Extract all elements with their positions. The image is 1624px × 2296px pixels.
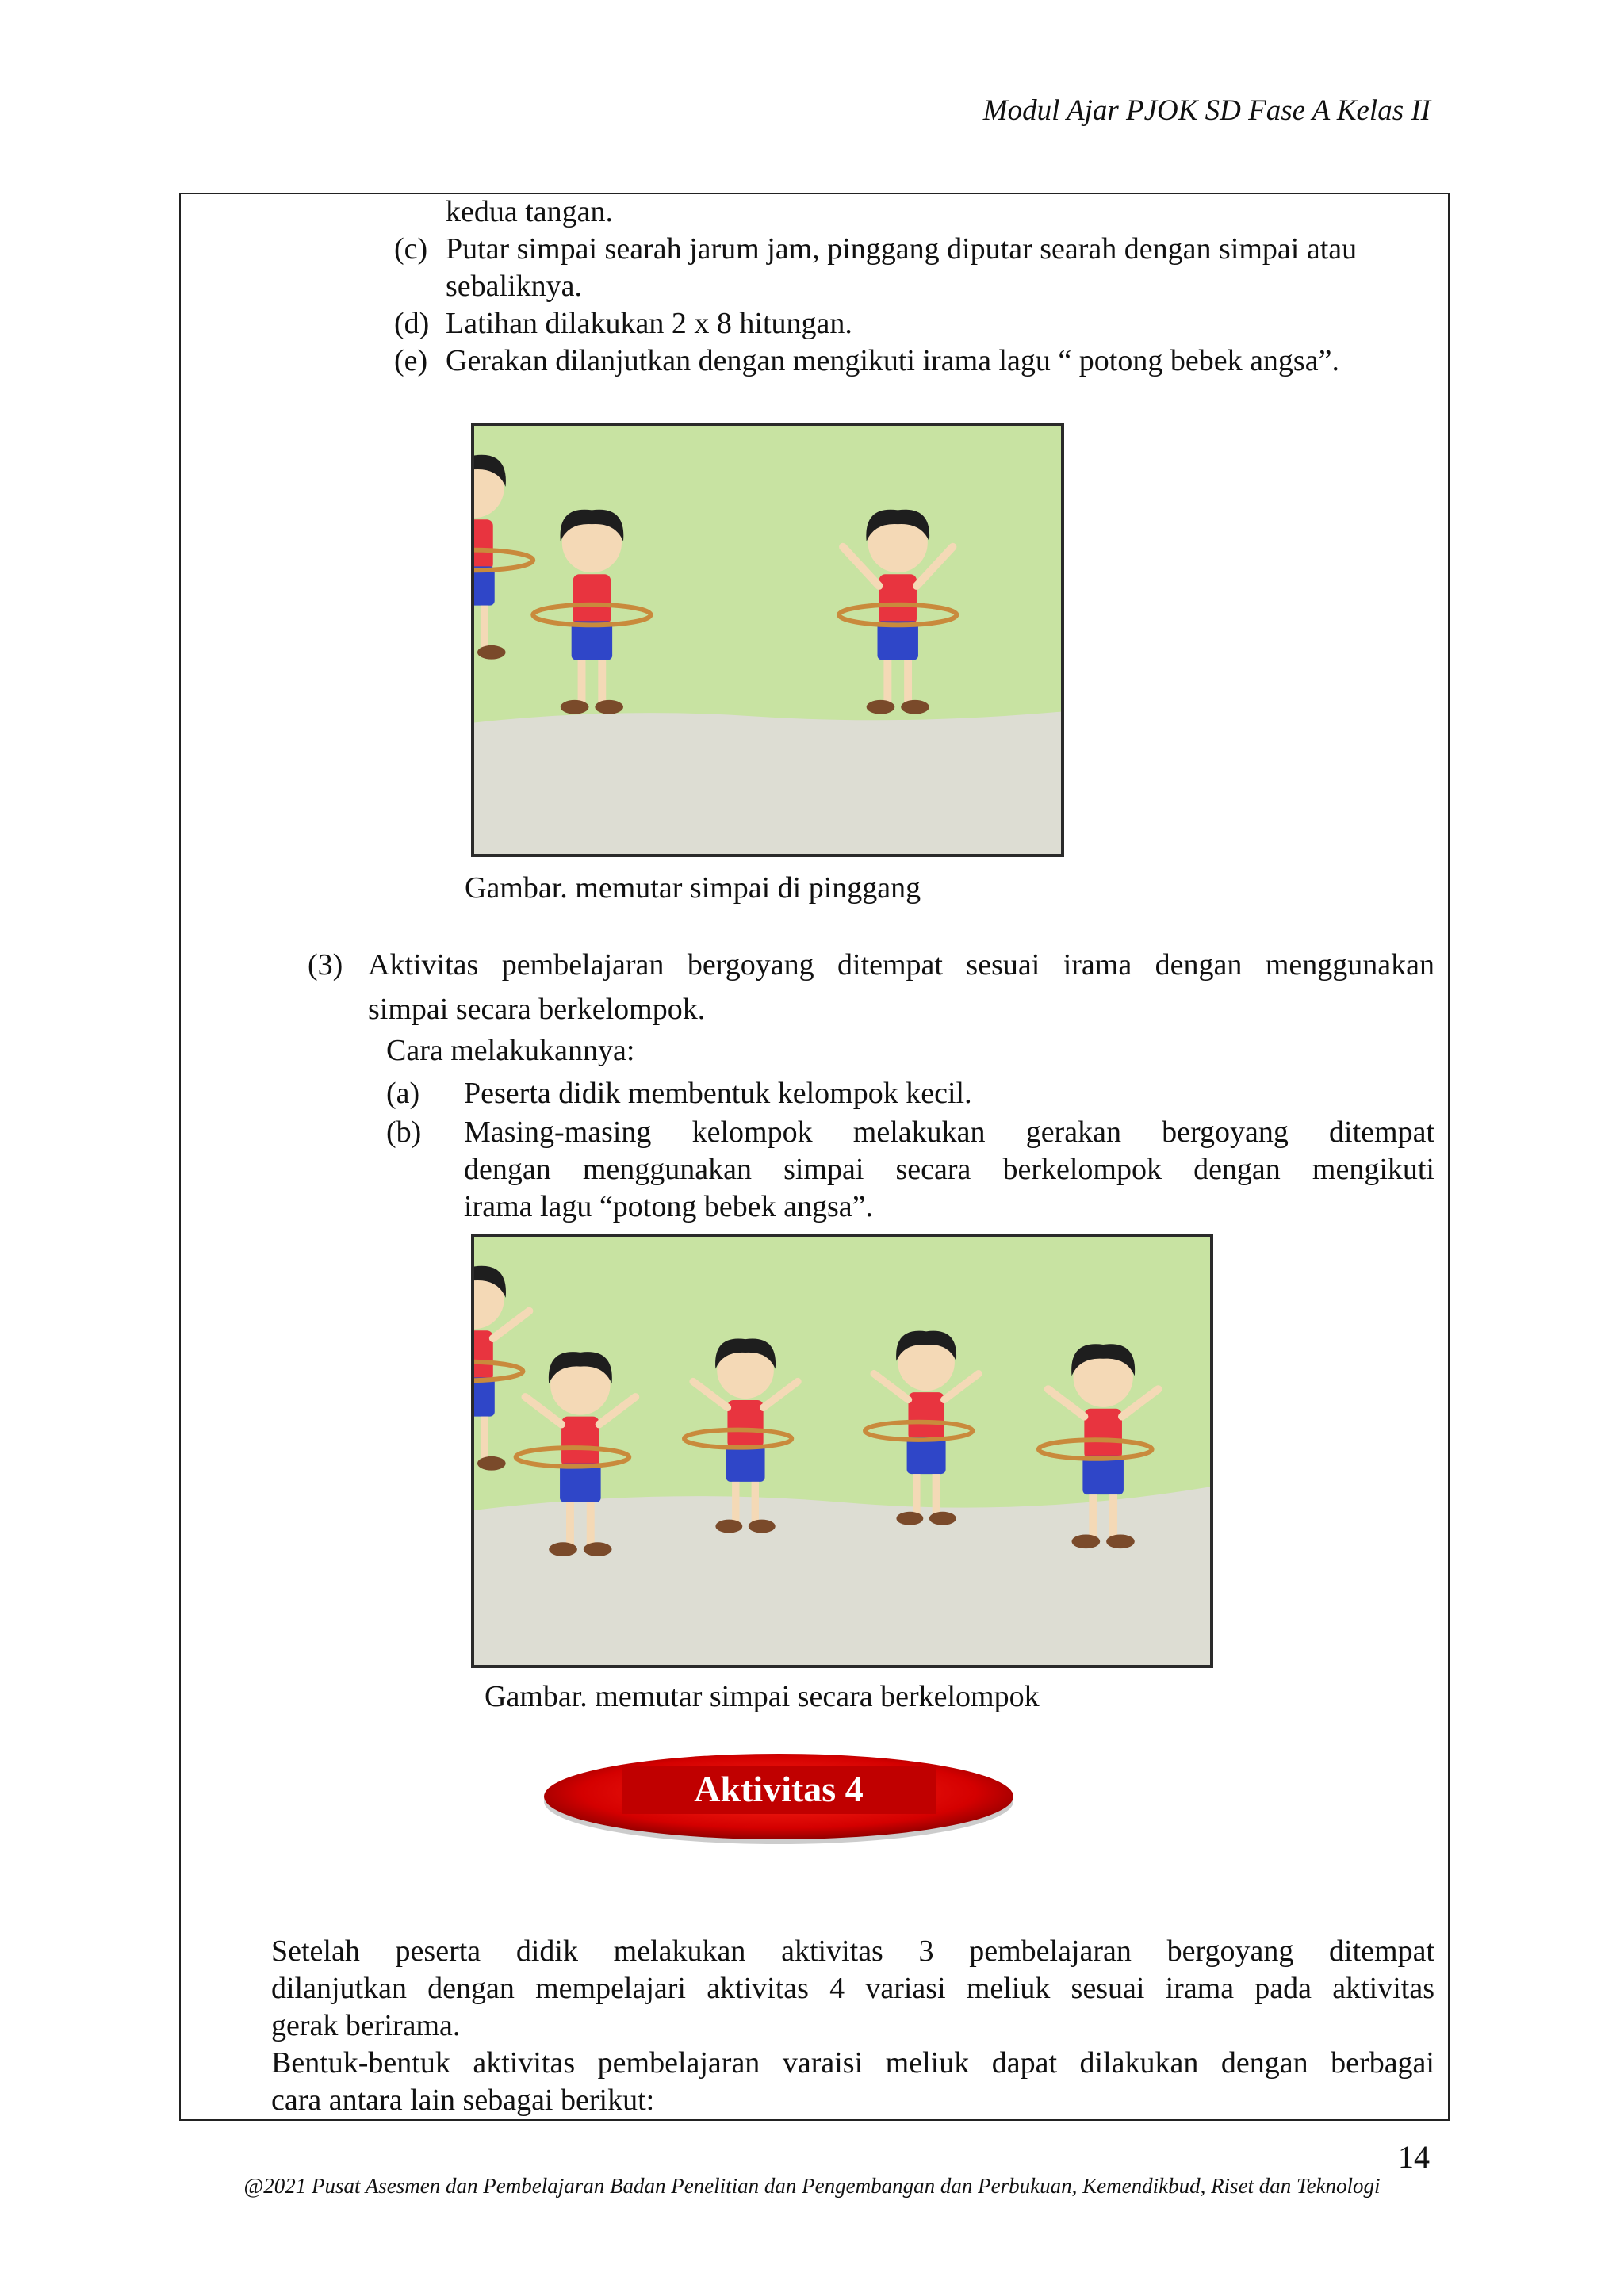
group-hula-hoop-drawing — [474, 1237, 1210, 1665]
how-label: Cara melakukannya: — [386, 1034, 635, 1067]
item-b-line3: irama lagu “potong bebek angsa”. — [464, 1190, 873, 1223]
hula-hoop-drawing — [474, 426, 1061, 854]
activity-4-badge — [539, 1749, 1018, 1846]
figure2-caption: Gambar. memutar simpai secara berkelompok — [485, 1680, 1040, 1713]
badge-label: Aktivitas 4 — [694, 1769, 864, 1809]
closing-para1-line3: gerak berirama. — [271, 2009, 461, 2042]
step-e-marker: (e) — [394, 344, 428, 377]
item-b-line1: Masing-masing kelompok melakukan gerakan bergoyang ditempat — [464, 1115, 1434, 1149]
closing-para1-line1: Setelah peserta didik melakukan aktivitas 3 pembelajaran bergoyang ditempat — [271, 1934, 1434, 1968]
item-a-marker: (a) — [386, 1077, 420, 1110]
closing-para2-line1: Bentuk-bentuk aktivitas pembelajaran varaisi meliuk dapat dilakukan dengan berbagai — [271, 2046, 1434, 2080]
item-b-marker: (b) — [386, 1115, 422, 1149]
continuation-text: kedua tangan. — [446, 195, 614, 228]
item-b-line2: dengan menggunakan simpai secara berkelompok dengan mengikuti — [464, 1153, 1434, 1186]
page-footer: @2021 Pusat Asesmen dan Pembelajaran Badan Penelitian dan Pengembangan dan Perbukuan, Kemendikbud, Riset dan Teknologi — [243, 2174, 1381, 2198]
illustration-group-hula-hoop — [471, 1234, 1213, 1668]
page-number: 14 — [1398, 2139, 1430, 2175]
page-header-title: Modul Ajar PJOK SD Fase A Kelas II — [982, 94, 1431, 127]
activity3-marker: (3) — [308, 948, 343, 982]
step-d-line1: Latihan dilakukan 2 x 8 hitungan. — [446, 307, 852, 340]
step-d-marker: (d) — [394, 307, 430, 340]
step-c-marker: (c) — [394, 232, 428, 266]
item-a-line1: Peserta didik membentuk kelompok kecil. — [464, 1077, 972, 1110]
illustration-two-kids-hula-hoop — [471, 423, 1064, 857]
step-c-line2: sebaliknya. — [446, 270, 583, 303]
closing-para2-line2: cara antara lain sebagai berikut: — [271, 2084, 655, 2117]
activity3-line2: simpai secara berkelompok. — [368, 993, 706, 1026]
figure1-caption: Gambar. memutar simpai di pinggang — [465, 871, 921, 905]
closing-para1-line2: dilanjutkan dengan mempelajari aktivitas 4 variasi meliuk sesuai irama pada aktivitas — [271, 1972, 1434, 2005]
activity3-line1: Aktivitas pembelajaran bergoyang ditempat sesuai irama dengan menggunakan — [368, 948, 1434, 982]
step-c-line1: Putar simpai searah jarum jam, pinggang diputar searah dengan simpai atau — [446, 232, 1358, 266]
step-e-line1: Gerakan dilanjutkan dengan mengikuti irama lagu “ potong bebek angsa”. — [446, 344, 1339, 377]
